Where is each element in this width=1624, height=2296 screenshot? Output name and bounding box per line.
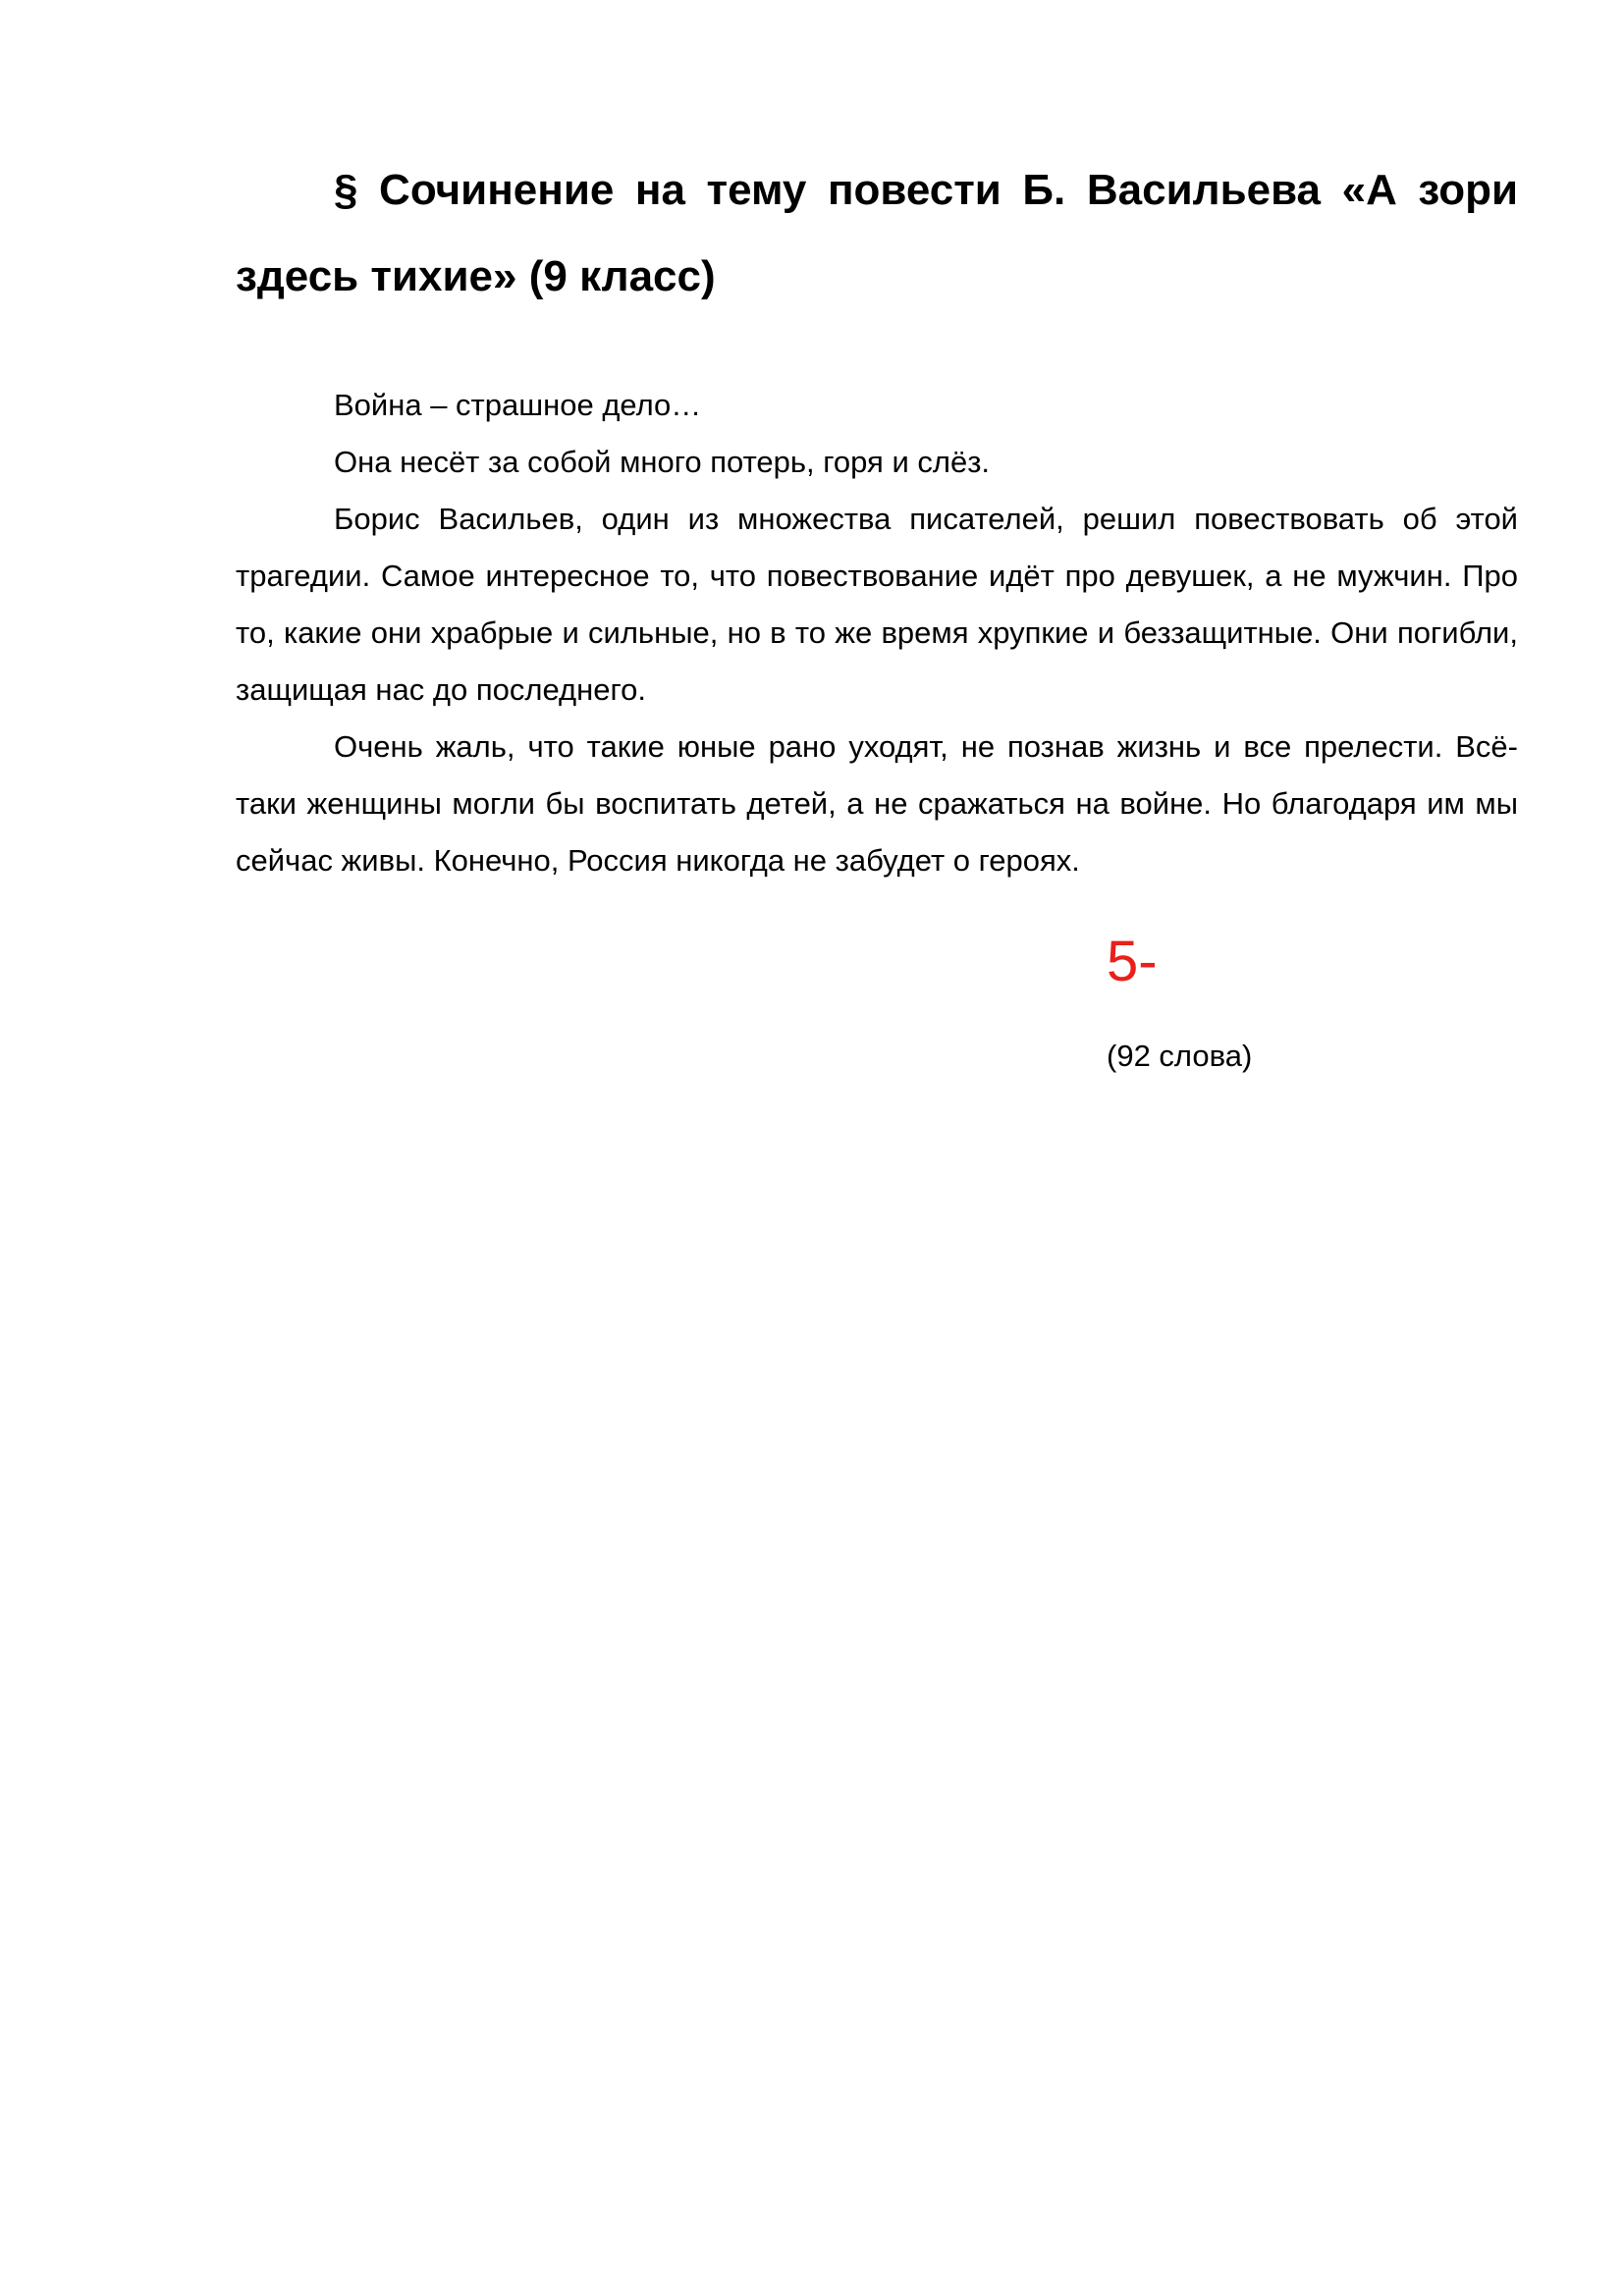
essay-title: § Сочинение на тему повести Б. Васильева «А зори здесь тихие» (9 класс): [236, 166, 1518, 300]
paragraph-4: Очень жаль, что такие юные рано уходят, не познав жизнь и все прелести. Всё-таки женщины могли бы воспитать детей, а не сражаться на войне. Но благодаря им мы сейчас живы. Конечно, Россия никогда не забудет о героях.: [236, 729, 1518, 878]
grade-mark: 5-: [1107, 930, 1158, 993]
paragraph-1: Война – страшное дело…: [334, 388, 702, 422]
document-page: [236, 147, 1518, 889]
paragraph-3: Борис Васильев, один из множества писателей, решил повествовать об этой трагедии. Самое интересное то, что повествование идёт про девушек, а не мужчин. Про то, какие они храбрые и сильные, но в то же время хрупкие и беззащитные. Они погибли, защищая нас до последнего.: [236, 502, 1518, 707]
essay-body: [236, 377, 1518, 889]
word-count: (92 слова): [1107, 1039, 1253, 1073]
paragraph-2: Она несёт за собой много потерь, горя и слёз.: [334, 445, 991, 479]
